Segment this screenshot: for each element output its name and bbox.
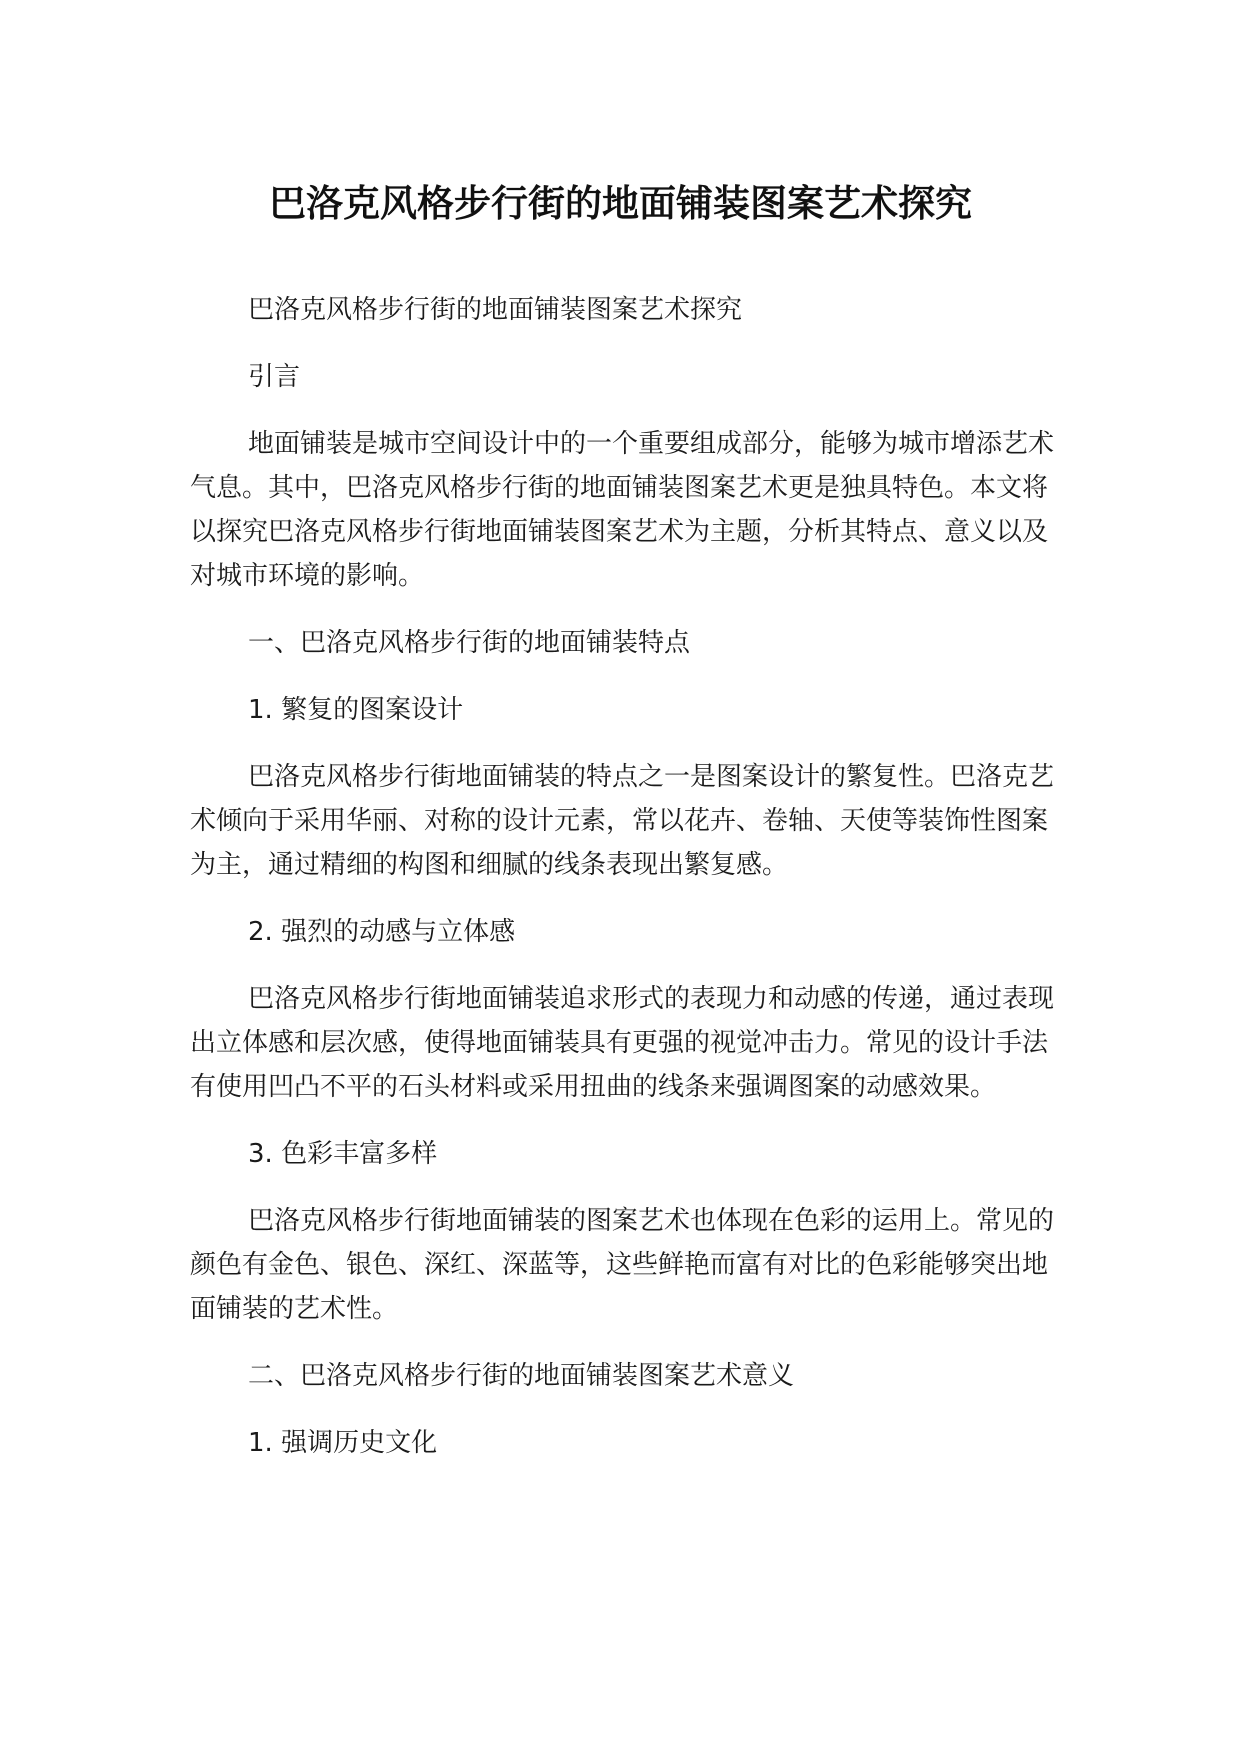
section-heading-2: 二、巴洛克风格步行街的地面铺装图案艺术意义	[248, 1361, 795, 1391]
body-paragraph-1-2: 巴洛克风格步行街地面铺装追求形式的表现力和动感的传递，通过表现出立体感和层次感，使得地面铺装具有更强的视觉冲击力。常见的设计手法有使用凹凸不平的石头材料或采用扭曲的线条来强调图案的动感效果。	[190, 984, 1055, 1102]
subsection-heading-2-1: 1. 强调历史文化	[248, 1428, 438, 1458]
subsection-heading-1-2: 2. 强烈的动感与立体感	[248, 917, 516, 947]
section-heading-introduction: 引言	[248, 362, 301, 392]
body-paragraph-1-3: 巴洛克风格步行街地面铺装的图案艺术也体现在色彩的运用上。常见的颜色有金色、银色、深红、深蓝等，这些鲜艳而富有对比的色彩能够突出地面铺装的艺术性。	[190, 1206, 1055, 1324]
body-paragraph-subtitle: 巴洛克风格步行街的地面铺装图案艺术探究	[248, 295, 743, 325]
document-body	[190, 288, 1070, 1488]
document-title: 巴洛克风格步行街的地面铺装图案艺术探究	[269, 182, 972, 225]
body-paragraph-introduction: 地面铺装是城市空间设计中的一个重要组成部分，能够为城市增添艺术气息。其中，巴洛克风格步行街的地面铺装图案艺术更是独具特色。本文将以探究巴洛克风格步行街地面铺装图案艺术为主题，分析其特点、意义以及对城市环境的影响。	[190, 429, 1055, 591]
subsection-heading-1-1: 1. 繁复的图案设计	[248, 695, 464, 725]
body-paragraph-1-1: 巴洛克风格步行街地面铺装的特点之一是图案设计的繁复性。巴洛克艺术倾向于采用华丽、对称的设计元素，常以花卉、卷轴、天使等装饰性图案为主，通过精细的构图和细腻的线条表现出繁复感。	[190, 762, 1055, 880]
subsection-heading-1-3: 3. 色彩丰富多样	[248, 1139, 438, 1169]
section-heading-1: 一、巴洛克风格步行街的地面铺装特点	[248, 628, 691, 658]
